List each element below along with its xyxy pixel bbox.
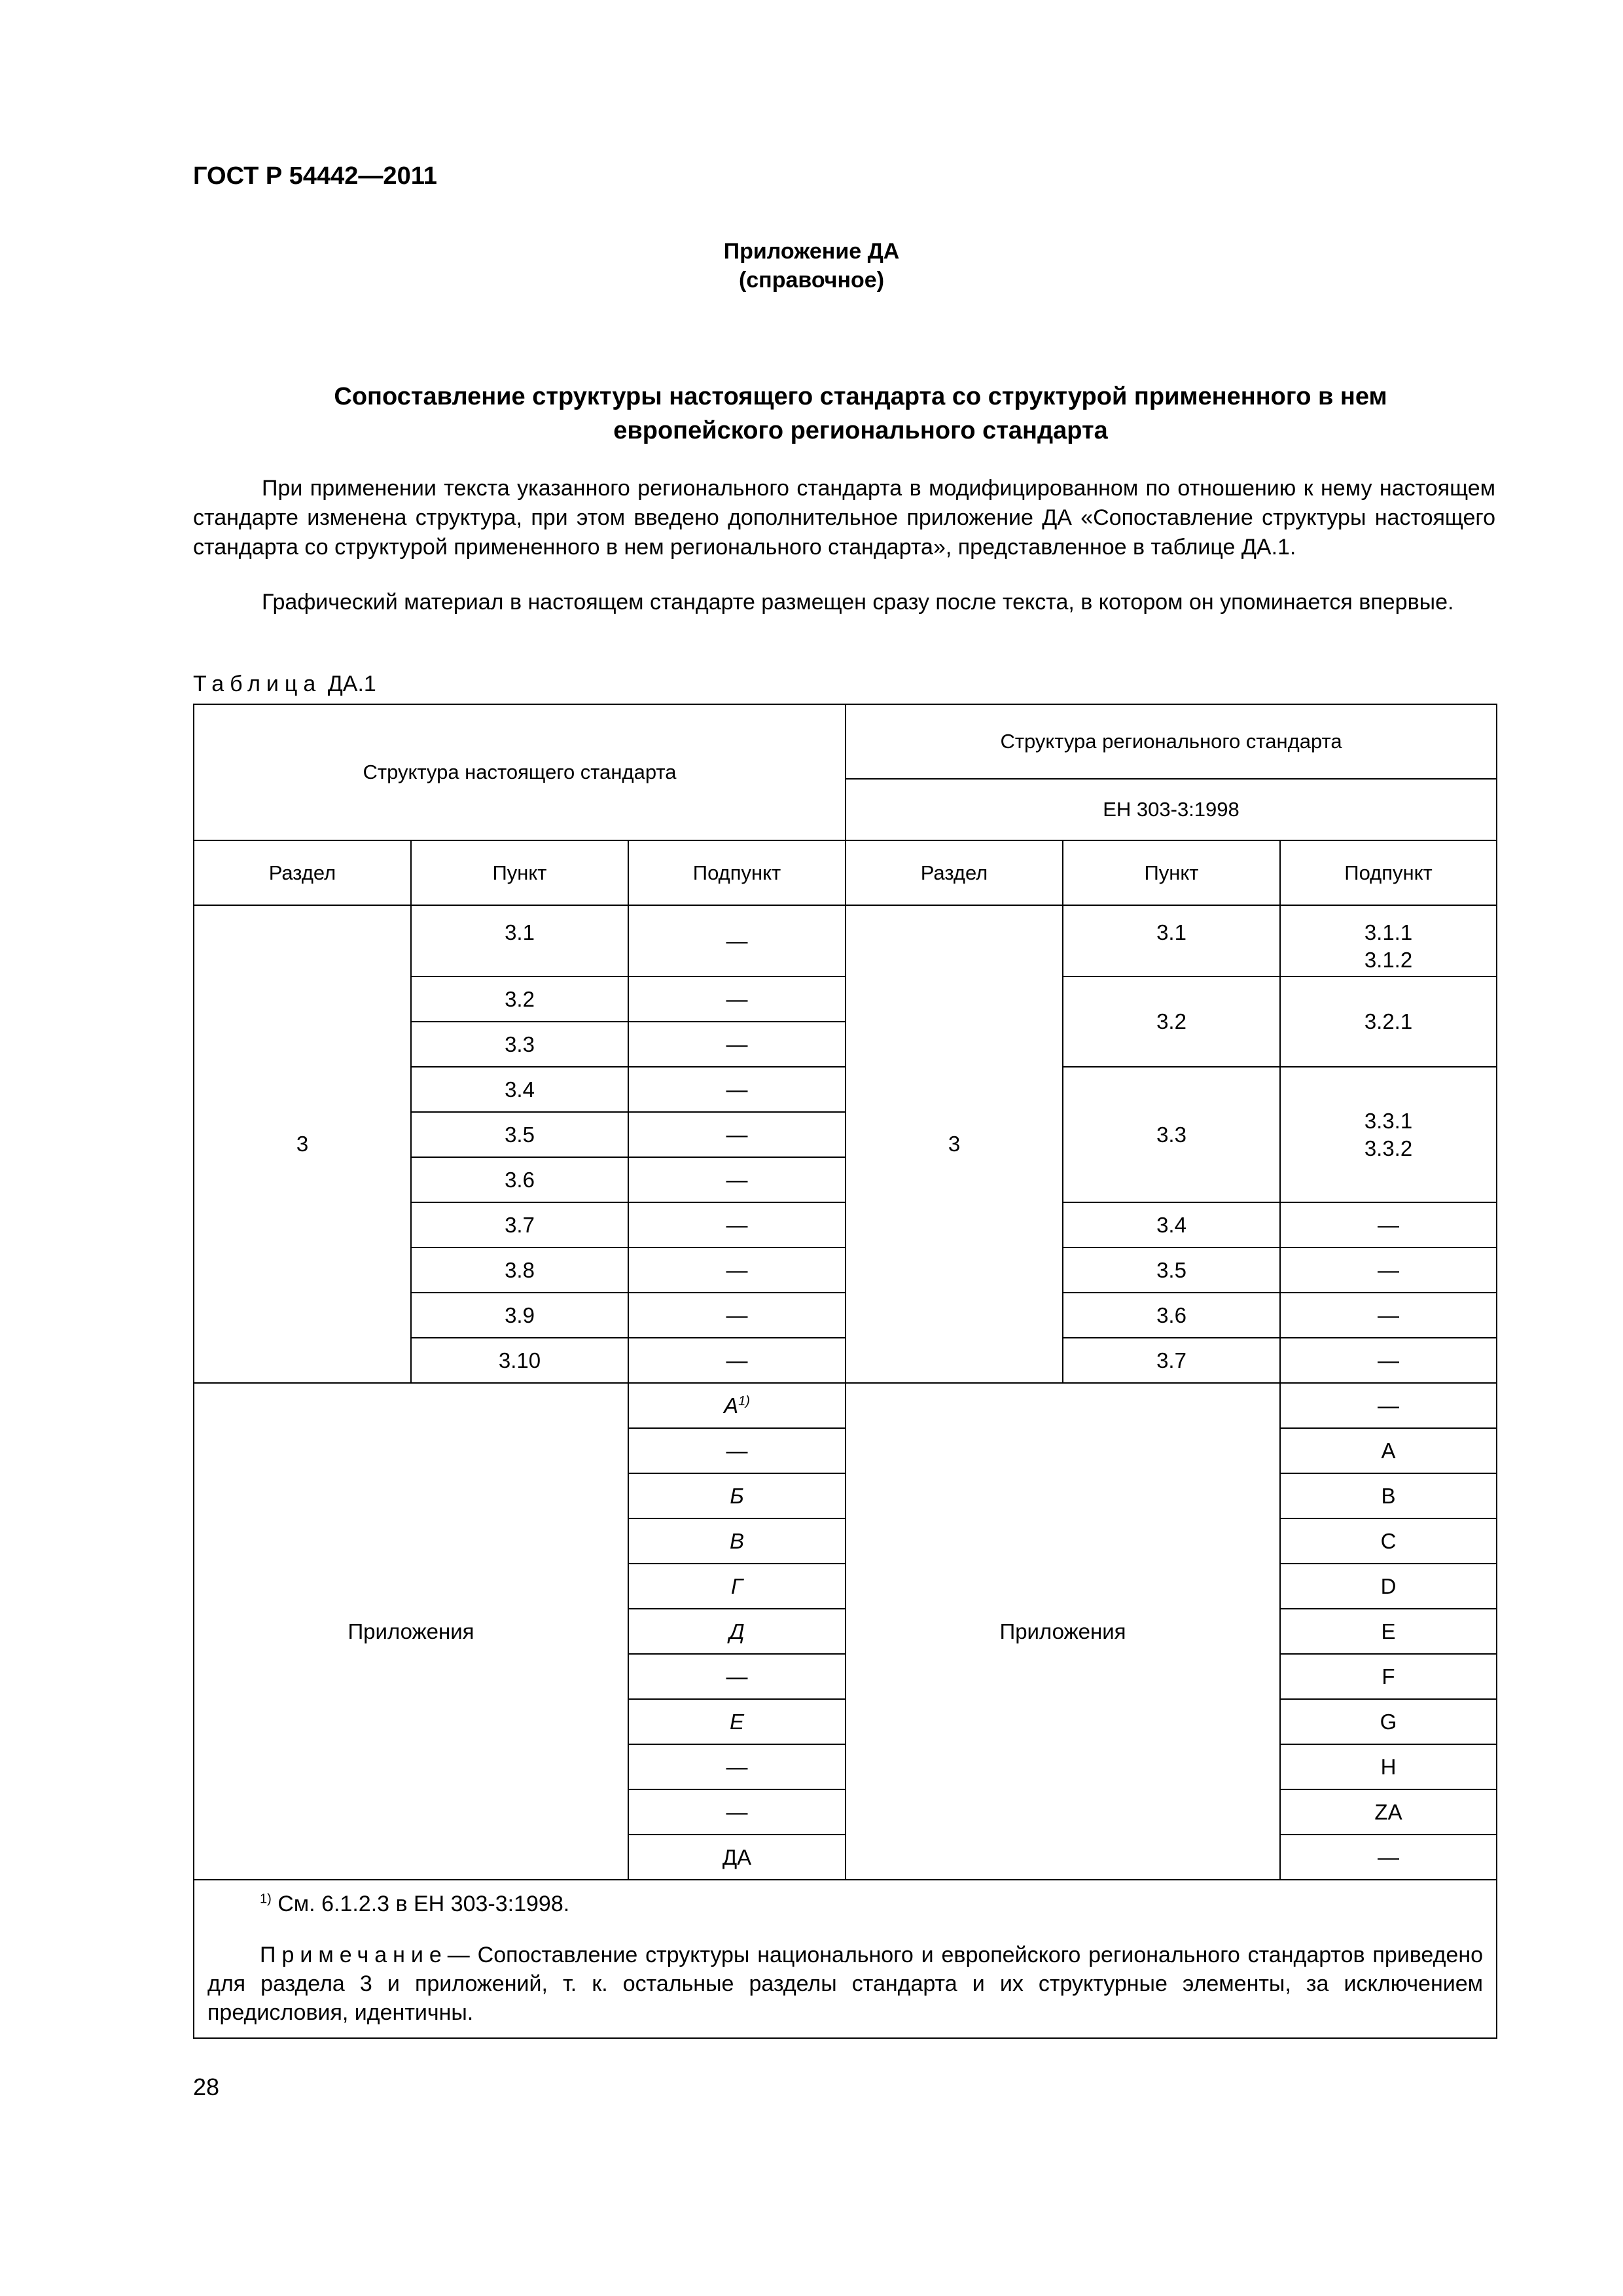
national-annex-cell: Б [628,1473,846,1518]
main-title: Сопоставление структуры настоящего стандарта со структурой примененного в нем европейского регионального стандарта [334,383,1387,444]
paragraph-graphics: Графический материал в настоящем стандарте размещен сразу после текста, в котором он упоминается впервые. [262,590,1454,615]
regional-annex-cell: G [1280,1699,1497,1744]
table-caption-id: ДА.1 [327,672,376,696]
national-clause-cell: 3.6 [411,1157,628,1202]
national-section-cell: 3 [194,905,411,1383]
national-clause-cell: 3.7 [411,1202,628,1247]
regional-clause-cell: 3.3 [1063,1067,1280,1202]
national-subclause-cell: — [628,1112,846,1157]
national-annex-cell [628,1383,846,1428]
national-clause-cell: 3.5 [411,1112,628,1157]
national-annex-cell: — [628,1428,846,1473]
regional-subclause-cell [1280,905,1497,977]
appendix-subtitle: (справочное) [738,268,885,293]
national-annex-cell: — [628,1744,846,1789]
national-subclause-cell: — [628,1067,846,1112]
regional-annexes-label: Приложения [846,1383,1280,1880]
footnote-ref: 1) [738,1393,750,1408]
footnote-text: См. 6.1.2.3 в ЕН 303-3:1998. [277,1892,570,1916]
national-clause-cell: 3.3 [411,1022,628,1067]
regional-clause-cell: 3.7 [1063,1338,1280,1383]
regional-annex-cell: — [1280,1383,1497,1428]
national-clause-cell: 3.10 [411,1338,628,1383]
regional-annex-cell: ZA [1280,1789,1497,1835]
table-footer [194,1880,1497,2038]
national-annexes-label: Приложения [194,1383,628,1880]
table-caption-word: Таблица [193,672,322,696]
document-code: ГОСТ Р 54442—2011 [193,162,437,190]
header-national-structure: Структура настоящего стандарта [194,704,846,840]
regional-clause-cell: 3.5 [1063,1247,1280,1293]
national-subclause-cell: — [628,1338,846,1383]
national-annex-cell: Д [628,1609,846,1654]
regional-subclause-cell: — [1280,1202,1497,1247]
regional-subclause-line: 3.1.2 [1364,948,1413,972]
col-national-subclause: Подпункт [628,840,846,905]
note-label: Примечание [260,1943,448,1967]
table-note [207,1941,1483,2027]
footnote [207,1890,1483,1918]
regional-annex-cell: D [1280,1564,1497,1609]
national-clause-cell: 3.8 [411,1247,628,1293]
national-clause-cell: 3.1 [411,905,628,977]
national-annex-cell: — [628,1789,846,1835]
national-clause-cell: 3.4 [411,1067,628,1112]
regional-annex-cell: C [1280,1518,1497,1564]
col-regional-subclause: Подпункт [1280,840,1497,905]
regional-subclause-line: 3.3.2 [1364,1136,1413,1160]
regional-subclause-cell: — [1280,1247,1497,1293]
national-annex-cell: Е [628,1699,846,1744]
national-clause-cell: 3.2 [411,977,628,1022]
regional-annex-cell: H [1280,1744,1497,1789]
regional-annex-cell: F [1280,1654,1497,1699]
national-subclause-cell: — [628,905,846,977]
table-caption [193,672,376,697]
header-regional-code: ЕН 303-3:1998 [846,779,1497,840]
regional-section-cell: 3 [846,905,1063,1383]
regional-clause-cell: 3.2 [1063,977,1280,1067]
regional-clause-cell: 3.6 [1063,1293,1280,1338]
regional-clause-cell: 3.1 [1063,905,1280,977]
regional-annex-cell: A [1280,1428,1497,1473]
regional-subclause-cell [1280,1067,1497,1202]
col-regional-clause: Пункт [1063,840,1280,905]
national-subclause-cell: — [628,1157,846,1202]
regional-annex-cell: — [1280,1835,1497,1880]
national-annex-cell: ДА [628,1835,846,1880]
note-text: — Сопоставление структуры национального и европейского регионального стандартов приведено для раздела 3 и приложений, т. к. остальные разделы стандарта и их структурные элементы, за исключением предисловия, идентичны. [207,1943,1484,2025]
appendix-title: Приложение ДА [723,239,900,264]
national-subclause-cell: — [628,1247,846,1293]
regional-subclause-line: 3.1.1 [1364,920,1413,944]
col-national-section: Раздел [194,840,411,905]
col-national-clause: Пункт [411,840,628,905]
regional-annex-cell: E [1280,1609,1497,1654]
regional-subclause-line: 3.3.1 [1364,1108,1413,1133]
national-annex-cell: — [628,1654,846,1699]
header-regional-structure: Структура регионального стандарта [846,704,1497,779]
national-subclause-cell: — [628,1293,846,1338]
page-number: 28 [193,2073,220,2100]
col-regional-section: Раздел [846,840,1063,905]
appendix-heading [0,237,1623,295]
regional-subclause-cell: 3.2.1 [1280,977,1497,1067]
national-annex-cell: Г [628,1564,846,1609]
national-clause-cell: 3.9 [411,1293,628,1338]
regional-clause-cell: 3.4 [1063,1202,1280,1247]
national-subclause-cell: — [628,977,846,1022]
footnote-mark: 1) [260,1892,272,1907]
national-subclause-cell: — [628,1202,846,1247]
national-annex-cell: В [628,1518,846,1564]
paragraph-intro: При применении текста указанного регионального стандарта в модифицированном по отношению к нему настоящем стандарте изменена структура, при этом введено дополнительное приложение ДА «Сопоставление структуры настоящего стандарта со структурой примененного в нем регионального стандарта», представленное в таблице ДА.1. [193,476,1495,560]
national-subclause-cell: — [628,1022,846,1067]
comparison-table [193,704,1497,2039]
regional-subclause-cell: — [1280,1293,1497,1338]
regional-annex-cell: B [1280,1473,1497,1518]
regional-subclause-cell: — [1280,1338,1497,1383]
national-annex-letter: А [724,1393,739,1418]
